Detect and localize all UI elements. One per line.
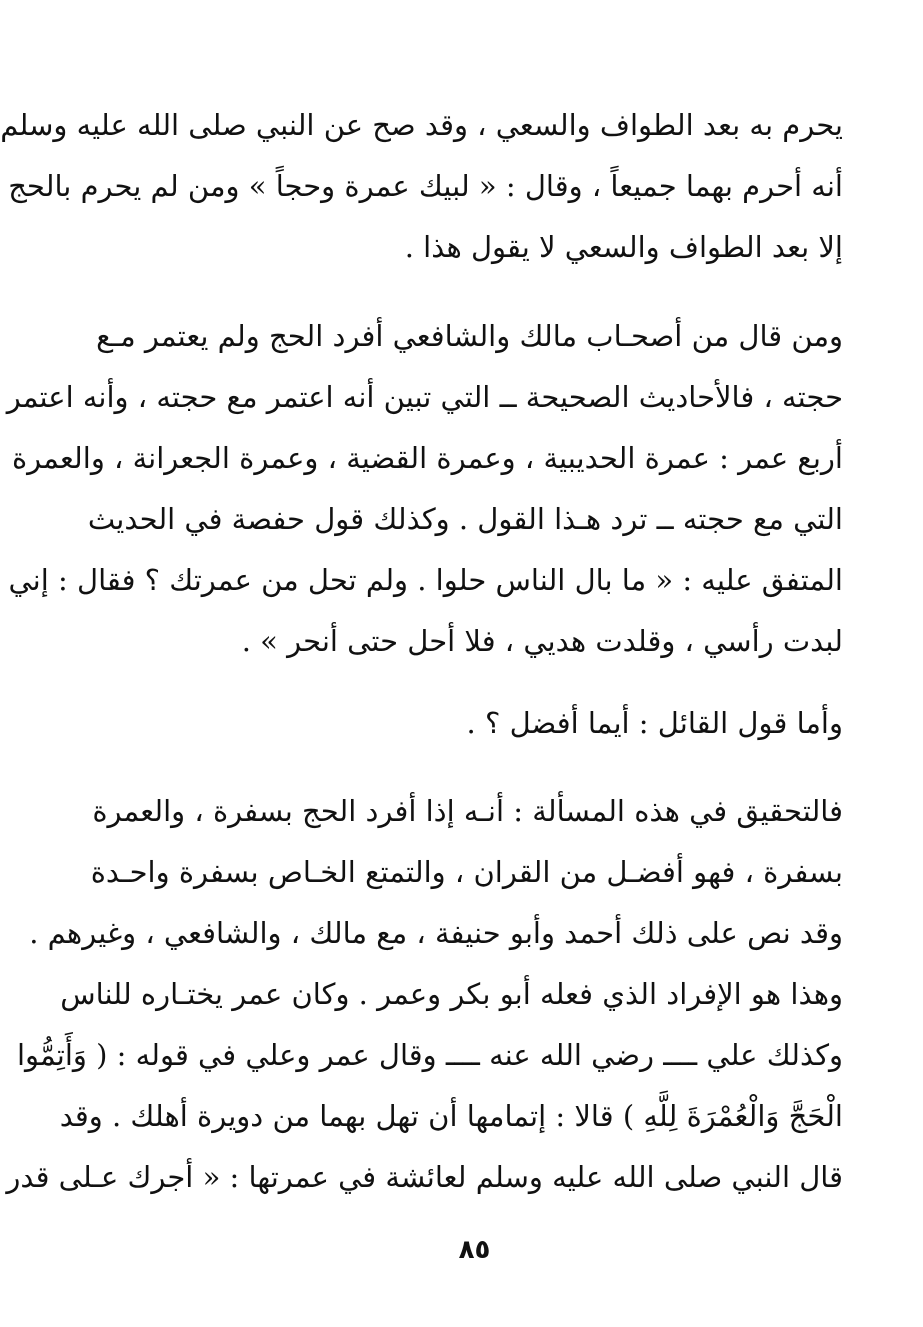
text-line: وهذا هو الإفراد الذي فعله أبو بكر وعمر . وكان عمر يختـاره للناس: [60, 977, 843, 1011]
text-line: فالتحقيق في هذه المسألة : أنـه إذا أفرد الحج بسفرة ، والعمرة: [92, 794, 843, 828]
text-line: أربع عمر : عمرة الحديبية ، وعمرة القضية ، وعمرة الجعرانة ، والعمرة: [11, 441, 843, 475]
text-line: الْحَجَّ وَالْعُمْرَةَ لِلَّهِ ) قالا : إتمامها أن تهل بهما من دويرة أهلك . وقد: [59, 1099, 843, 1133]
page-number: ٨٥: [458, 1235, 491, 1265]
text-line: ومن قال من أصحـاب مالك والشافعي أفرد الحج ولم يعتمر مـع: [96, 319, 843, 353]
text-line: وقد نص على ذلك أحمد وأبو حنيفة ، مع مالك ، والشافعي ، وغيرهم .: [29, 916, 843, 950]
text-line: المتفق عليه : « ما بال الناس حلوا . ولم تحل من عمرتك ؟ فقال : إني: [8, 563, 843, 597]
text-line: إلا بعد الطواف والسعي لا يقول هذا .: [404, 230, 843, 264]
text-line: وأما قول القائل : أيما أفضل ؟ .: [466, 706, 843, 740]
text-line: قال النبي صلى الله عليه وسلم لعائشة في عمرتها : « أجرك عـلى قدر: [6, 1160, 843, 1194]
text-line: حجته ، فالأحاديث الصحيحة ــ التي تبين أنه اعتمر مع حجته ، وأنه اعتمر: [6, 380, 843, 414]
text-line: بسفرة ، فهو أفضـل من القران ، والتمتع الخـاص بسفرة واحـدة: [90, 855, 843, 889]
text-line: يحرم به بعد الطواف والسعي ، وقد صح عن النبي صلى الله عليه وسلم: [0, 108, 843, 142]
text-line: وكذلك علي ــــ رضي الله عنه ــــ وقال عمر وعلي في قوله : ( وَأَتِمُّوا: [16, 1038, 843, 1072]
text-line: التي مع حجته ــ ترد هـذا القول . وكذلك قول حفصة في الحديث: [87, 502, 843, 536]
text-line: أنه أحرم بهما جميعاً ، وقال : « لبيك عمرة وحجاً » ومن لم يحرم بالحج: [8, 169, 843, 203]
text-line: لبدت رأسي ، وقلدت هديي ، فلا أحل حتى أنحر » .: [241, 624, 843, 658]
